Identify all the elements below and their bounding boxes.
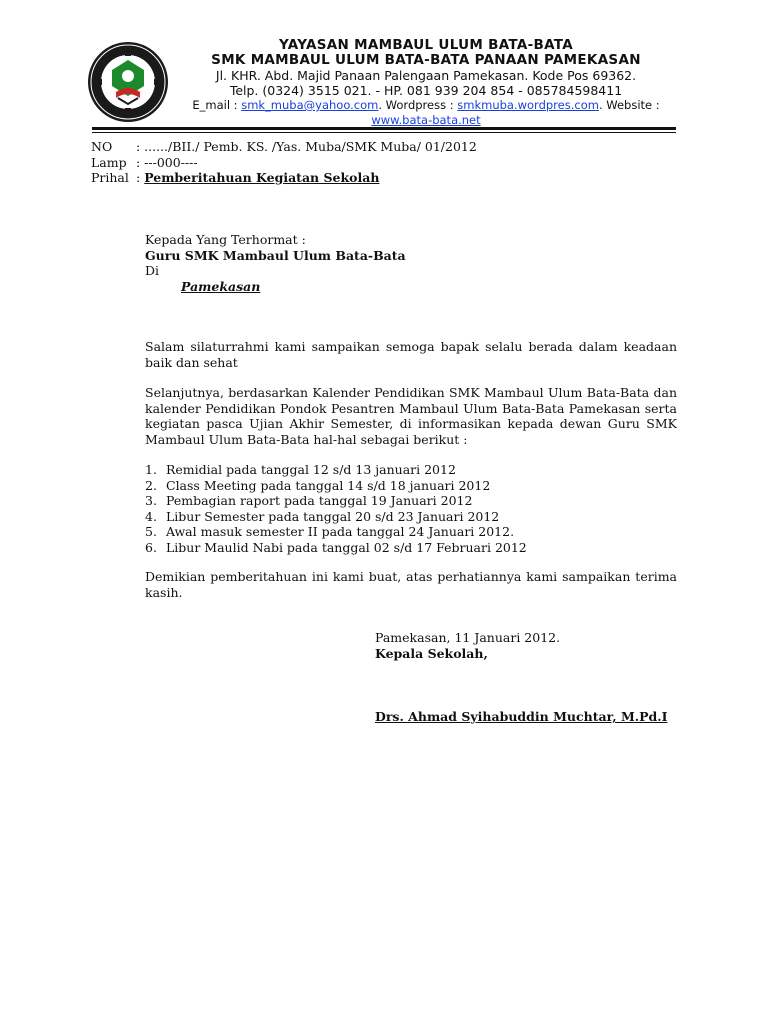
letterhead bbox=[84, 38, 684, 132]
list-item-text: Pembagian raport pada tanggal 19 Januari 2012 bbox=[166, 493, 473, 508]
contact-line bbox=[168, 98, 684, 113]
list-item bbox=[145, 493, 677, 509]
list-item bbox=[145, 478, 677, 494]
prihal-colon: : bbox=[136, 170, 145, 185]
list-item bbox=[145, 524, 677, 540]
list-item-text: Libur Semester pada tanggal 20 s/d 23 Januari 2012 bbox=[166, 508, 500, 524]
no-label: NO bbox=[91, 139, 113, 154]
lamp-value: : ---000---- bbox=[136, 154, 198, 170]
list-item bbox=[145, 509, 677, 525]
recipient-di: Di bbox=[145, 263, 160, 278]
email-link[interactable]: smk_muba@yahoo.com bbox=[241, 98, 379, 112]
website-label: . Website : bbox=[598, 98, 660, 112]
recipient-greeting: Kepada Yang Terhormat : bbox=[145, 232, 306, 247]
email-label: E_mail : bbox=[192, 98, 242, 112]
lamp-label: Lamp bbox=[91, 154, 127, 170]
prihal-label: Prihal bbox=[91, 170, 129, 185]
list-item-text: Remidial pada tanggal 12 s/d 13 januari 2012 bbox=[166, 462, 456, 477]
letter-meta bbox=[91, 139, 477, 186]
prihal-value: Pemberitahuan Kegiatan Sekolah bbox=[144, 170, 380, 185]
signature-place-date: Pamekasan, 11 Januari 2012. bbox=[375, 630, 561, 645]
signature-block bbox=[375, 630, 695, 661]
list-item-text: Awal masuk semester II pada tanggal 24 Januari 2012. bbox=[166, 524, 515, 539]
foundation-name: YAYASAN MAMBAUL ULUM BATA-BATA bbox=[278, 37, 574, 53]
paragraph-closing: Demikian pemberitahuan ini kami buat, atas perhatiannya kami sampaikan terima kasih. bbox=[145, 569, 677, 600]
list-item-number: 1. bbox=[145, 462, 157, 477]
list-item-number: 6. bbox=[145, 539, 157, 555]
list-item-number: 3. bbox=[145, 493, 157, 508]
list-item bbox=[145, 540, 677, 556]
list-item bbox=[145, 462, 677, 478]
recipient-place: Pamekasan bbox=[181, 278, 261, 294]
paragraph-intro: Selanjutnya, berdasarkan Kalender Pendidikan SMK Mambaul Ulum Bata-Bata dan kalender Pendidikan Pondok Pesantren Mambaul Ulum Bata-Bata Pamekasan serta kegiatan pasca Ujian Akhir Semester, di informasikan kepada dewan Guru SMK Mambaul Ulum Bata-Bata hal-hal sebagai berikut : bbox=[145, 385, 677, 447]
list-item-number: 2. bbox=[145, 477, 157, 493]
activity-list bbox=[145, 462, 677, 555]
school-address: Jl. KHR. Abd. Majid Panaan Palengaan Pamekasan. Kode Pos 69362. bbox=[215, 68, 637, 83]
signature-title: Kepala Sekolah, bbox=[375, 645, 488, 661]
list-item-text: Class Meeting pada tanggal 14 s/d 18 januari 2012 bbox=[166, 477, 491, 493]
paragraph-greeting: Salam silaturrahmi kami sampaikan semoga bapak selalu berada dalam keadaan baik dan sehat bbox=[145, 339, 677, 370]
no-value: : ....../BII./ Pemb. KS. /Yas. Muba/SMK Muba/ 01/2012 bbox=[136, 139, 477, 154]
website-link[interactable]: www.bata-bata.net bbox=[371, 113, 481, 127]
wordpress-link[interactable]: smkmuba.wordpres.com bbox=[457, 98, 599, 112]
school-phone: Telp. (0324) 3515 021. - HP. 081 939 204 854 - 085784598411 bbox=[229, 83, 623, 98]
wordpress-label: . Wordpress : bbox=[378, 98, 458, 112]
list-item-text: Libur Maulid Nabi pada tanggal 02 s/d 17 Februari 2012 bbox=[166, 539, 527, 555]
letterhead-rule-thin bbox=[92, 132, 676, 133]
list-item-number: 4. bbox=[145, 508, 157, 524]
recipient-block bbox=[145, 232, 677, 294]
school-logo bbox=[86, 40, 170, 124]
school-name: SMK MAMBAUL ULUM BATA-BATA PANAAN PAMEKASAN bbox=[211, 52, 641, 68]
list-item-number: 5. bbox=[145, 524, 157, 539]
recipient-name: Guru SMK Mambaul Ulum Bata-Bata bbox=[145, 247, 406, 263]
letterhead-rule-thick bbox=[92, 127, 676, 130]
signer-name: Drs. Ahmad Syihabuddin Muchtar, M.Pd.I bbox=[375, 709, 668, 724]
